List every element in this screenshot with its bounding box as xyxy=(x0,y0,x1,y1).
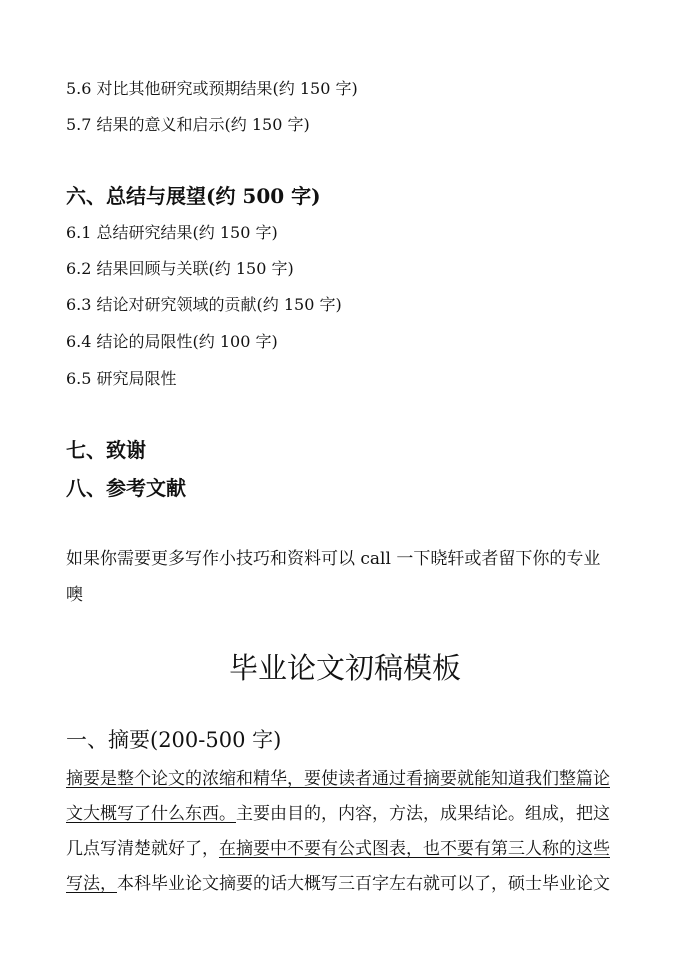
outline-item-6-4: 6.4 结论的局限性(约 100 字) xyxy=(66,332,278,351)
abstract-line-4 xyxy=(66,869,610,894)
outline-item-6-2: 6.2 结果回顾与关联(约 150 字) xyxy=(66,259,294,278)
abstract-line-1 xyxy=(66,764,610,789)
abstract-heading: 一、摘要(200-500 字) xyxy=(66,728,282,752)
abstract-underlined-text: 写法， xyxy=(66,874,117,894)
section-6-heading: 六、总结与展望(约 500 字) xyxy=(66,184,321,208)
outline-item-6-3: 6.3 结论对研究领域的贡献(约 150 字) xyxy=(66,295,342,314)
abstract-text: 本科毕业论文摘要的话大概写三百字左右就可以了，硕士毕业论文 xyxy=(117,874,610,894)
abstract-text: 主要由目的，内容，方法，成果结论。组成，把这 xyxy=(236,804,610,824)
abstract-line-2 xyxy=(66,799,610,824)
abstract-underlined-text: 在摘要中不要有公式图表，也不要有第三人称的这些 xyxy=(219,839,610,859)
outline-item-6-1: 6.1 总结研究结果(约 150 字) xyxy=(66,223,278,242)
abstract-line-3 xyxy=(66,834,610,859)
section-8-heading: 八、参考文献 xyxy=(66,476,186,500)
promo-line-2: 噢 xyxy=(66,585,83,605)
outline-item-5-7: 5.7 结果的意义和启示(约 150 字) xyxy=(66,115,310,134)
outline-item-6-5: 6.5 研究局限性 xyxy=(66,369,177,388)
template-title: 毕业论文初稿模板 xyxy=(228,651,461,685)
abstract-text: 几点写清楚就好了， xyxy=(66,839,219,859)
section-7-heading: 七、致谢 xyxy=(66,438,146,462)
abstract-underlined-text: 文大概写了什么东西。 xyxy=(66,804,236,824)
outline-item-5-6: 5.6 对比其他研究或预期结果(约 150 字) xyxy=(66,79,358,98)
abstract-underlined-text: 摘要是整个论文的浓缩和精华，要使读者通过看摘要就能知道我们整篇论 xyxy=(66,769,610,789)
promo-line-1: 如果你需要更多写作小技巧和资料可以 call 一下晓轩或者留下你的专业 xyxy=(66,549,601,569)
